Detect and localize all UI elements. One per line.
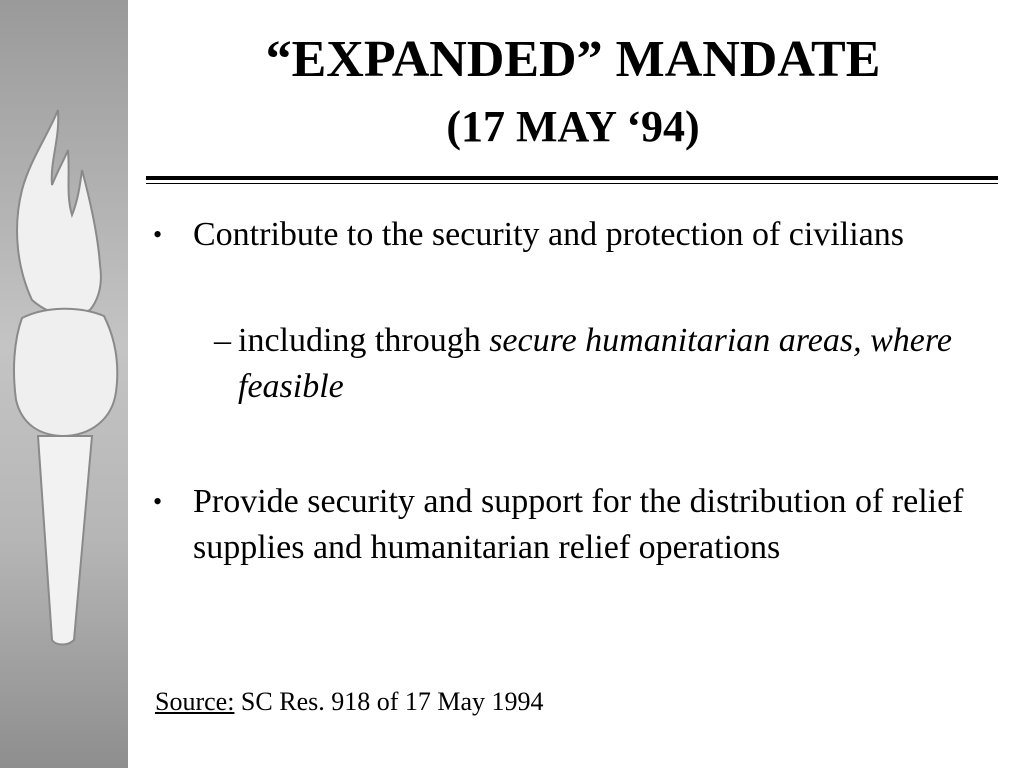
torch-icon [0,0,128,768]
dash-icon: – [214,322,231,359]
bullet-dot-icon: • [153,220,163,249]
bullet-item-2 [153,479,983,571]
source-label: Source: [155,687,235,716]
slide-subtitle: (17 MAY ‘94) [446,102,700,151]
bullet-item-1 [153,212,983,258]
slide-title: “EXPANDED” MANDATE [265,31,881,88]
source-text: SC Res. 918 of 17 May 1994 [234,687,544,716]
sub-bullet-item [214,318,988,410]
sidebar-panel [0,0,128,768]
title-divider-thick [146,176,998,180]
title-divider-thin [146,183,998,184]
bullet-dot-icon: • [153,487,163,516]
bullet-text: Contribute to the security and protection of civilians [193,216,904,253]
bullet-text: Provide security and support for the distribution of relief supplies and humanitarian relief operations [193,483,964,566]
source-note [155,686,544,718]
sub-bullet-italic-text: secure humanitarian areas, where feasible [238,322,952,405]
sub-bullet-text: including through [238,322,490,359]
